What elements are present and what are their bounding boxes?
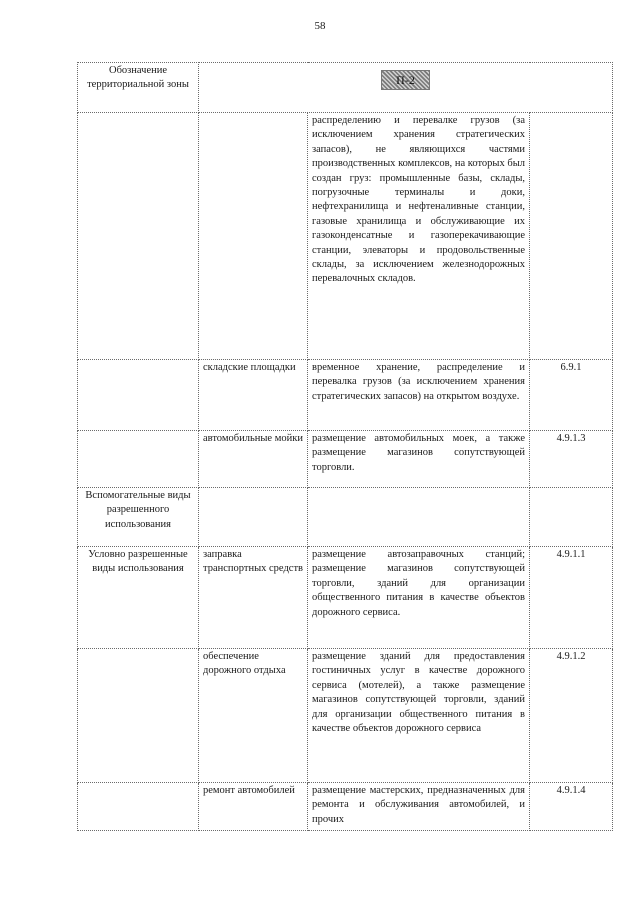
description-cell: временное хранение, распределение и перевалка грузов (за исключением хранения стратегических запасов) на открытом воздухе.	[308, 360, 530, 431]
description-cell: размещение автозаправочных станций; размещение магазинов сопутствующей торговли, зданий для организации общественного питания в качестве объектов дорожного сервиса.	[308, 547, 530, 649]
code-cell: 4.9.1.3	[530, 431, 613, 488]
category-cell	[78, 783, 199, 831]
code-cell	[530, 488, 613, 547]
category-cell	[78, 360, 199, 431]
use-cell: ремонт автомобилей	[199, 783, 308, 831]
use-cell	[199, 113, 308, 360]
zone-code-badge: П-2	[381, 70, 430, 90]
description-cell: размещение мастерских, предназначенных для ремонта и обслуживания автомобилей, и прочих	[308, 783, 530, 831]
code-cell: 4.9.1.1	[530, 547, 613, 649]
code-cell: 4.9.1.4	[530, 783, 613, 831]
category-cell: Условно разрешенные виды использования	[78, 547, 199, 649]
code-cell	[530, 113, 613, 360]
zone-code-cell	[199, 63, 613, 113]
zone-designation-label: Обозначение территориальной зоны	[78, 63, 199, 113]
use-cell	[199, 488, 308, 547]
use-cell: заправка транспортных средств	[199, 547, 308, 649]
description-cell	[308, 488, 530, 547]
description-cell: размещение автомобильных моек, а также размещение магазинов сопутствующей торговли.	[308, 431, 530, 488]
category-cell	[78, 113, 199, 360]
category-cell	[78, 649, 199, 783]
description-cell: распределению и перевалке грузов (за исключением хранения стратегических запасов), не являющихся частями производственных комплексов, на которых был создан груз: промышленные базы, склады, погрузочные терминалы и доки, нефтехранилища и нефтеналивные станции, газовые хранилища и обслуживающие их газоконденсатные и газоперекачивающие станции, элеваторы и продовольственные склады, за исключением железнодорожных перевалочных складов.	[308, 113, 530, 360]
table-row	[78, 649, 613, 783]
use-cell: обеспечение дорожного отдыха	[199, 649, 308, 783]
table-header-row	[78, 63, 613, 113]
use-cell: складские площадки	[199, 360, 308, 431]
code-cell: 4.9.1.2	[530, 649, 613, 783]
table-row	[78, 783, 613, 831]
description-cell: размещение зданий для предоставления гостиничных услуг в качестве дорожного сервиса (мотелей), а также размещение магазинов сопутствующей торговли, зданий для организации общественного питания в качестве объектов дорожного сервиса	[308, 649, 530, 783]
table-row	[78, 431, 613, 488]
code-cell: 6.9.1	[530, 360, 613, 431]
table-row	[78, 547, 613, 649]
category-cell	[78, 431, 199, 488]
use-cell: автомобильные мойки	[199, 431, 308, 488]
category-cell: Вспомогательные виды разрешенного использования	[78, 488, 199, 547]
page-number: 58	[314, 20, 326, 32]
zoning-table	[77, 62, 613, 831]
table-row	[78, 113, 613, 360]
table-row	[78, 488, 613, 547]
table-row	[78, 360, 613, 431]
